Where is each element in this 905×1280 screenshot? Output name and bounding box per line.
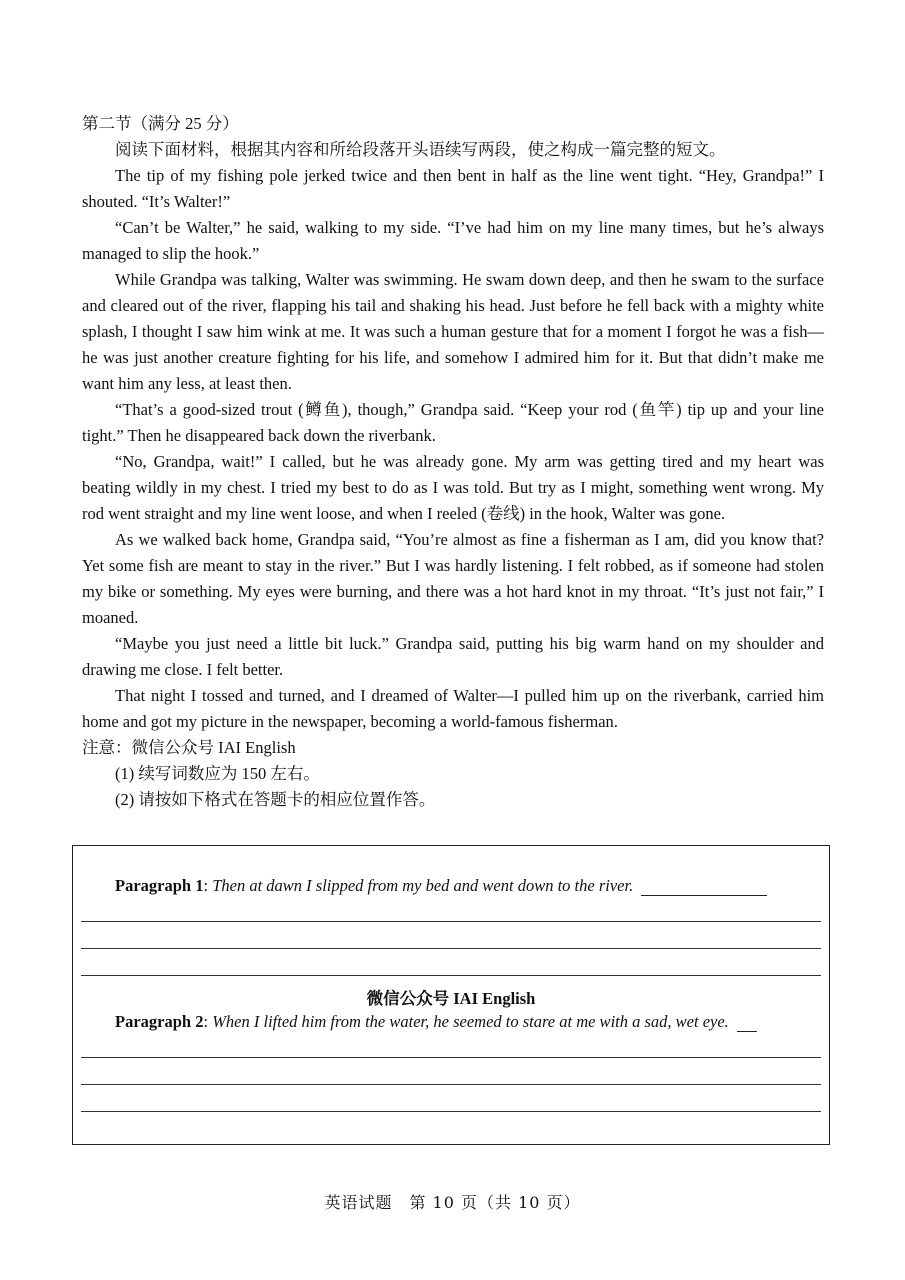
writing-line[interactable]	[81, 1057, 821, 1058]
writing-line[interactable]	[81, 948, 821, 949]
writing-line[interactable]	[81, 1111, 821, 1112]
story-paragraph-1: The tip of my fishing pole jerked twice and then bent in half as the line went tight. “Hey, Grandpa!” I shouted. “It’s Walter!”	[82, 166, 824, 211]
story-paragraph-7: “Maybe you just need a little bit luck.” Grandpa said, putting his big warm hand on my shoulder and drawing me close. I felt better.	[82, 634, 824, 679]
story-paragraph-6: As we walked back home, Grandpa said, “You’re almost as fine a fisherman as I am, did you know that? Yet some fish are meant to stay in the river.” But I was hardly listening. I felt robbed, as if someone had stolen my bike or something. My eyes were burning, and there was a hot hard knot in my throat. “It’s just not fair,” I moaned.	[82, 530, 824, 627]
watermark-text: 微信公众号 IAI English	[366, 989, 536, 1008]
note-item-2: (2) 请按如下格式在答题卡的相应位置作答。	[115, 790, 436, 809]
story-paragraph-4: “That’s a good-sized trout (鳟鱼), though,” Grandpa said. “Keep your rod (鱼竿) tip up and your line tight.” Then he disappeared back down the riverbank.	[82, 400, 824, 445]
page-content	[82, 111, 824, 813]
writing-line[interactable]	[81, 1084, 821, 1085]
writing-line[interactable]	[81, 921, 821, 922]
answer-box	[72, 845, 830, 1145]
paragraph-1-line: Paragraph 1: Then at dawn I slipped from my bed and went down to the river.	[115, 876, 821, 896]
paragraph-1-prompt: Then at dawn I slipped from my bed and went down to the river.	[212, 876, 634, 895]
paragraph-2-prompt: When I lifted him from the water, he seemed to stare at me with a sad, wet eye.	[212, 1012, 729, 1031]
paragraph-1-label: Paragraph 1	[115, 876, 204, 895]
note-item-1: (1) 续写词数应为 150 左右。	[115, 764, 320, 783]
story-paragraph-2: “Can’t be Walter,” he said, walking to my side. “I’ve had him on my line many times, but he’s always managed to slip the hook.”	[82, 218, 824, 263]
section-instruction: 阅读下面材料，根据其内容和所给段落开头语续写两段，使之构成一篇完整的短文。	[115, 140, 726, 159]
writing-line[interactable]	[81, 975, 821, 976]
paragraph-2-blank[interactable]	[737, 1013, 757, 1032]
page-footer: 英语试题 第 10 页（共 10 页）	[324, 1193, 581, 1212]
story-paragraph-5: “No, Grandpa, wait!” I called, but he was already gone. My arm was getting tired and my heart was beating wildly in my chest. I tried my best to do as I was told. But try as I might, something went wrong. My rod went straight and my line went loose, and when I reeled (卷线) in the hook, Walter was gone.	[82, 452, 824, 523]
story-paragraph-8: That night I tossed and turned, and I dreamed of Walter—I pulled him up on the riverbank, carried him home and got my picture in the newspaper, becoming a world-famous fisherman.	[82, 686, 824, 731]
notes-title: 注意：微信公众号 IAI English	[82, 738, 296, 757]
paragraph-2-line: Paragraph 2: When I lifted him from the water, he seemed to stare at me with a sad, wet eye.	[115, 1012, 821, 1032]
story-paragraph-3: While Grandpa was talking, Walter was swimming. He swam down deep, and then he swam to the surface and cleared out of the river, flapping his tail and shaking his head. Just before he fell back with a mighty white splash, I thought I saw him wink at me. It was such a human gesture that for a moment I forgot he was a fish—he was just another creature fighting for his life, and somehow I admired him for it. But that didn’t make me want him any less, at least then.	[82, 270, 824, 393]
paragraph-2-label: Paragraph 2	[115, 1012, 204, 1031]
paragraph-1-blank[interactable]	[641, 877, 767, 896]
section-title: 第二节（满分 25 分）	[82, 114, 239, 133]
